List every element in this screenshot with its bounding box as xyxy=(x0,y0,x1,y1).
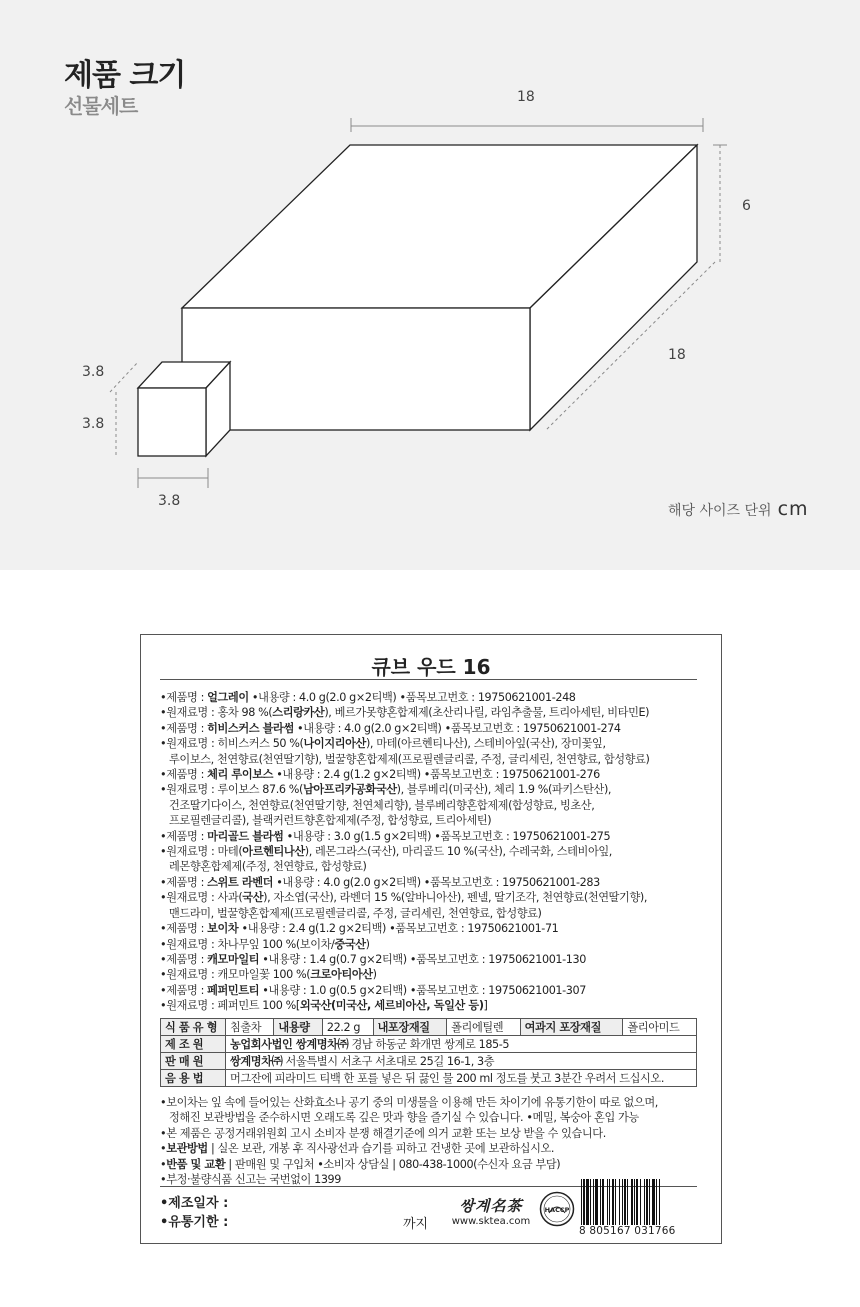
dim-large-height: 6 xyxy=(742,198,751,214)
dim-large-depth: 18 xyxy=(668,347,686,363)
inner-val: 폴리에틸렌 xyxy=(447,1019,521,1036)
exp-label: •유통기한 : xyxy=(160,1215,229,1230)
seller-val: 쌍계명차㈜ 서울특별시 서초구 서초대로 25길 16-1, 3층 xyxy=(225,1053,696,1070)
until-text: 까지 xyxy=(403,1217,429,1232)
ingredient-line: •원재료명 : 루이보스 87.6 %(남아프리카공화국산), 블루베리(미국산), 체리 1.9 %(파키스탄산), xyxy=(160,783,612,797)
ingredient-line: •원재료명 : 차나무잎 100 %(보이차/중국산) xyxy=(160,937,370,951)
mfd-label: •제조일자 : xyxy=(160,1196,229,1211)
barcode-bar xyxy=(609,1179,610,1225)
barcode-bar xyxy=(659,1179,660,1225)
barcode-bar xyxy=(636,1179,638,1225)
ingredient-line: 루이보스, 천연향료(천연딸기향), 벌꿀향혼합제제(프로필렌글리콜, 주정, 글리세린, 천연향료, 합성향료) xyxy=(169,752,650,766)
filter-key: 여과지 포장재질 xyxy=(520,1019,623,1036)
notice-line: 정해진 보관방법을 준수하시면 오래도록 깊은 맛과 향을 즐기실 수 있습니다. •메밀, 복숭아 혼입 가능 xyxy=(169,1111,639,1125)
barcode-bar xyxy=(640,1179,641,1225)
barcode-bar xyxy=(624,1179,626,1225)
barcode-bar xyxy=(619,1179,620,1225)
notice-line: •본 제품은 공정거래위원회 고시 소비자 분쟁 해결기준에 의거 교환 또는 보상 받을 수 있습니다. xyxy=(160,1126,606,1140)
ingredient-line: •제품명 : 페퍼민트티 •내용량 : 1.0 g(0.5 g×2티백) •품목보고번호 : 19750621001-307 xyxy=(160,983,586,997)
brand-url: www.sktea.com xyxy=(451,1216,531,1227)
dim-large-width: 18 xyxy=(517,89,535,105)
barcode-bar xyxy=(622,1179,623,1225)
barcode-bar xyxy=(581,1179,582,1225)
barcode-bar xyxy=(649,1179,650,1225)
barcode-bar xyxy=(602,1179,604,1225)
table-row xyxy=(161,1019,697,1036)
table-row xyxy=(161,1036,697,1053)
ingredient-line: •제품명 : 보이차 •내용량 : 2.4 g(1.2 g×2티백) •품목보고번호 : 19750621001-71 xyxy=(160,922,559,936)
barcode-bar xyxy=(600,1179,601,1225)
use-val: 머그잔에 피라미드 티백 한 포를 넣은 뒤 끓인 물 200 ml 정도를 붓고 3분간 우려서 드십시오. xyxy=(225,1070,696,1087)
ingredient-line: 프로필렌글리콜), 블랙커런트향혼합제제(주정, 합성향료, 트리아세틴) xyxy=(169,814,492,828)
barcode-bar xyxy=(646,1179,648,1225)
product-label xyxy=(140,634,722,1244)
dim-cube-width: 3.8 xyxy=(158,493,181,509)
ingredient-line: 레몬향혼합제제(주정, 천연향료, 합성향료) xyxy=(169,860,367,874)
ingredient-line: •원재료명 : 마테(아르헨티나산), 레몬그라스(국산), 마리골드 10 %(국산), 수레국화, 스테비아잎, xyxy=(160,845,612,859)
unit-prefix: 해당 사이즈 단위 xyxy=(668,503,772,519)
weight-val: 22.2 g xyxy=(322,1019,373,1036)
barcode-bar xyxy=(615,1179,616,1225)
ingredient-list xyxy=(160,690,705,1014)
brand-logo-text: 쌍계名茶 xyxy=(459,1197,523,1215)
ingredient-line: •제품명 : 체리 루이보스 •내용량 : 2.4 g(1.2 g×2티백) •품목보고번호 : 19750621001-276 xyxy=(160,768,600,782)
barcode-bar xyxy=(593,1179,594,1225)
barcode-bar xyxy=(607,1179,608,1225)
barcode-bar xyxy=(612,1179,614,1225)
type-key: 식 품 유 형 xyxy=(161,1019,226,1036)
inner-key: 내포장재질 xyxy=(373,1019,447,1036)
barcode-bar xyxy=(652,1179,655,1225)
filter-val: 폴리아미드 xyxy=(623,1019,697,1036)
use-key: 음 용 법 xyxy=(161,1070,226,1087)
barcode-bar xyxy=(595,1179,598,1225)
cube-front xyxy=(138,388,206,456)
ingredient-line: •원재료명 : 사과(국산), 자소엽(국산), 라벤더 15 %(알바니아산), 펜넬, 딸기조각, 천연향료(천연딸기향), xyxy=(160,891,647,905)
ingredient-line: •제품명 : 스위트 라벤더 •내용량 : 4.0 g(2.0 g×2티백) •품목보고번호 : 19750621001-283 xyxy=(160,875,600,889)
barcode-bar xyxy=(586,1179,589,1225)
maker-key: 제 조 원 xyxy=(161,1036,226,1053)
weight-key: 내용량 xyxy=(274,1019,322,1036)
table-row xyxy=(161,1053,697,1070)
seller-key: 판 매 원 xyxy=(161,1053,226,1070)
page-title: 제품 크기 xyxy=(64,58,186,93)
barcode-bar xyxy=(583,1179,585,1225)
ingredient-line: •제품명 : 캐모마일티 •내용량 : 1.4 g(0.7 g×2티백) •품목보고번호 : 19750621001-130 xyxy=(160,952,586,966)
ingredient-line: 건조딸기다이스, 천연향료(천연딸기향, 천연체리향), 블루베리향혼합제제(합성향료, 빙초산, xyxy=(169,798,595,812)
product-title: 큐브 우드 16 xyxy=(371,655,491,679)
ingredient-line: •원재료명 : 페퍼민트 100 %[외국산(미국산, 세르비아산, 독일산 등)] xyxy=(160,999,488,1013)
brand-logo xyxy=(447,1195,535,1227)
barcode xyxy=(579,1179,703,1227)
barcode-bar xyxy=(634,1179,635,1225)
type-val: 침출차 xyxy=(225,1019,273,1036)
unit-note xyxy=(668,498,809,520)
barcode-bar xyxy=(644,1179,645,1225)
unit-value: cm xyxy=(777,498,809,520)
barcode-digits: 8 805167 031766 xyxy=(579,1225,676,1237)
maker-val: 농업회사법인 쌍계명차㈜ 경남 하동군 화개면 쌍계로 185-5 xyxy=(225,1036,696,1053)
ingredient-line: •원재료명 : 캐모마일꽃 100 %(크로아티아산) xyxy=(160,968,377,982)
notice-line: •보이차는 잎 속에 들어있는 산화효소나 공기 중의 미생물을 이용해 만든 차이기에 유통기한이 따로 없으며, xyxy=(160,1096,658,1109)
notice-line: •보관방법 | 실온 보관, 개봉 후 직사광선과 습기를 피하고 건냉한 곳에 보관하십시오. xyxy=(160,1142,555,1156)
ingredient-line: •원재료명 : 히비스커스 50 %(나이지리아산), 마테(아르헨티나산), 스테비아잎(국산), 장미꽃잎, xyxy=(160,737,606,751)
large-box-front xyxy=(182,308,530,430)
dim-cube-top: 3.8 xyxy=(82,364,105,380)
dim-cube-height: 3.8 xyxy=(82,416,105,432)
ingredient-line: 맨드라미, 벌꿀향혼합제제(프로필렌글리콜, 주정, 글리세린, 천연향료, 합성향료) xyxy=(169,906,542,920)
ingredient-line: •제품명 : 얼그레이 •내용량 : 4.0 g(2.0 g×2티백) •품목보고번호 : 19750621001-248 xyxy=(160,691,576,704)
ingredient-line: •제품명 : 히비스커스 블라썸 •내용량 : 4.0 g(2.0 g×2티백) •품목보고번호 : 19750621001-274 xyxy=(160,721,621,735)
date-labels xyxy=(160,1194,228,1232)
title-divider xyxy=(160,679,697,680)
box-diagram xyxy=(0,0,860,570)
haccp-icon xyxy=(539,1191,575,1227)
notice-line: •반품 및 교환 | 판매원 및 구입처 •소비자 상담실 | 080-438-1000(수신자 요금 부담) xyxy=(160,1157,561,1171)
page-subtitle: 선물세트 xyxy=(64,94,138,118)
table-row xyxy=(161,1070,697,1087)
ingredient-line: •제품명 : 마리골드 블라썸 •내용량 : 3.0 g(1.5 g×2티백) •품목보고번호 : 19750621001-275 xyxy=(160,829,611,843)
ingredient-line: •원재료명 : 홍차 98 %(스리랑카산), 베르가못향혼합제제(초산리나릴, 라임추출물, 트리아세틴, 비타민E) xyxy=(160,706,650,720)
notice-line: •부정·불량식품 신고는 국번없이 1399 xyxy=(160,1173,341,1187)
size-section xyxy=(0,0,860,570)
barcode-bar xyxy=(590,1179,591,1225)
svg-text:HACCP: HACCP xyxy=(544,1206,570,1214)
product-info-table xyxy=(160,1018,697,1087)
barcode-bar xyxy=(631,1179,633,1225)
notice-list xyxy=(160,1095,705,1187)
barcode-bar xyxy=(656,1179,657,1225)
barcode-bar xyxy=(627,1179,628,1225)
